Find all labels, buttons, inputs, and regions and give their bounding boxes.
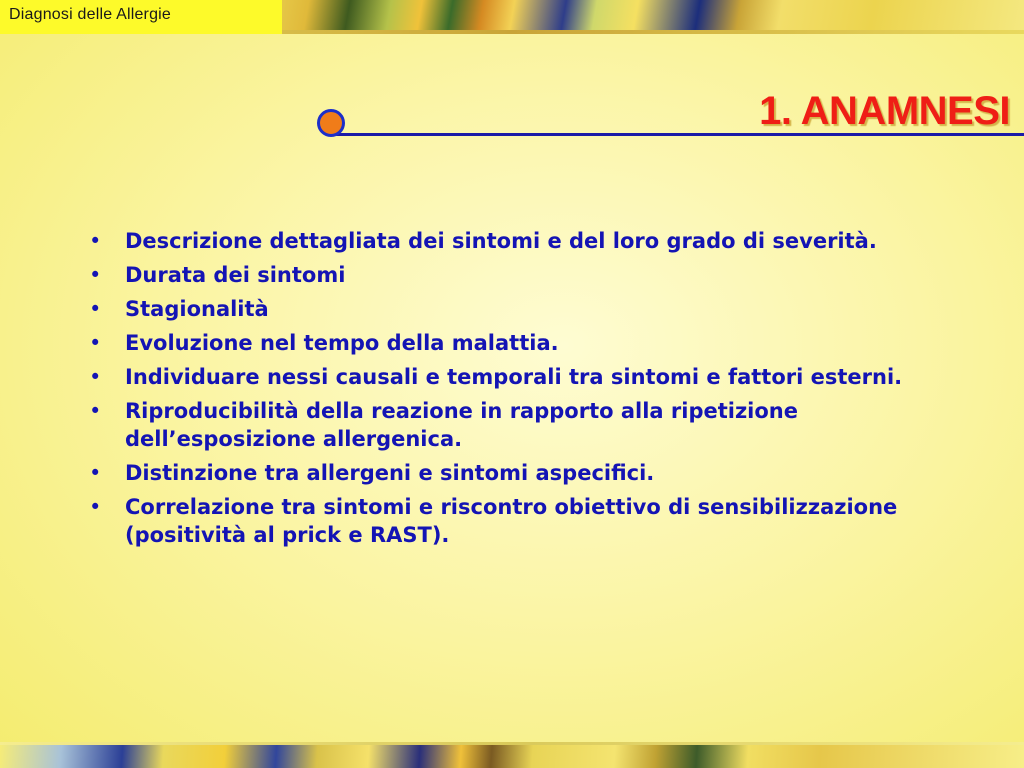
bullet-item [89, 459, 939, 487]
bullet-text: Stagionalità [125, 297, 269, 321]
bullet-marker: • [89, 495, 102, 519]
bullet-list [89, 227, 939, 555]
bullet-text: Distinzione tra allergeni e sintomi aspecifici. [125, 461, 655, 485]
bullet-item [89, 363, 939, 391]
bullet-text: Individuare nessi causali e temporali tra sintomi e fattori esterni. [125, 365, 903, 389]
bullet-text: Evoluzione nel tempo della malattia. [125, 331, 559, 355]
bullet-text: Descrizione dettagliata dei sintomi e del loro grado di severità. [125, 229, 877, 253]
bullet-item [89, 227, 939, 255]
bullet-text: Correlazione tra sintomi e riscontro obiettivo di sensibilizzazione (positività al prick e RAST). [125, 495, 898, 547]
bullet-item [89, 329, 939, 357]
bullet-item [89, 261, 939, 289]
bullet-marker: • [89, 461, 102, 485]
bottom-decorative-band [0, 742, 1024, 768]
bullet-text: Durata dei sintomi [125, 263, 346, 287]
section-header-label: Diagnosi delle Allergie [0, 0, 282, 34]
bullet-marker: • [89, 229, 102, 253]
bullet-marker: • [89, 331, 102, 355]
title-marker-circle [317, 109, 345, 137]
bullet-marker: • [89, 263, 102, 287]
bullet-marker: • [89, 399, 102, 423]
bullet-item [89, 493, 939, 549]
slide-title: 1. ANAMNESI [759, 89, 1010, 133]
bullet-item [89, 397, 939, 453]
bullet-marker: • [89, 297, 102, 321]
bullet-item [89, 295, 939, 323]
bullet-marker: • [89, 365, 102, 389]
bullet-text: Riproducibilità della reazione in rapporto alla ripetizione dell’esposizione allergenica. [125, 399, 799, 451]
